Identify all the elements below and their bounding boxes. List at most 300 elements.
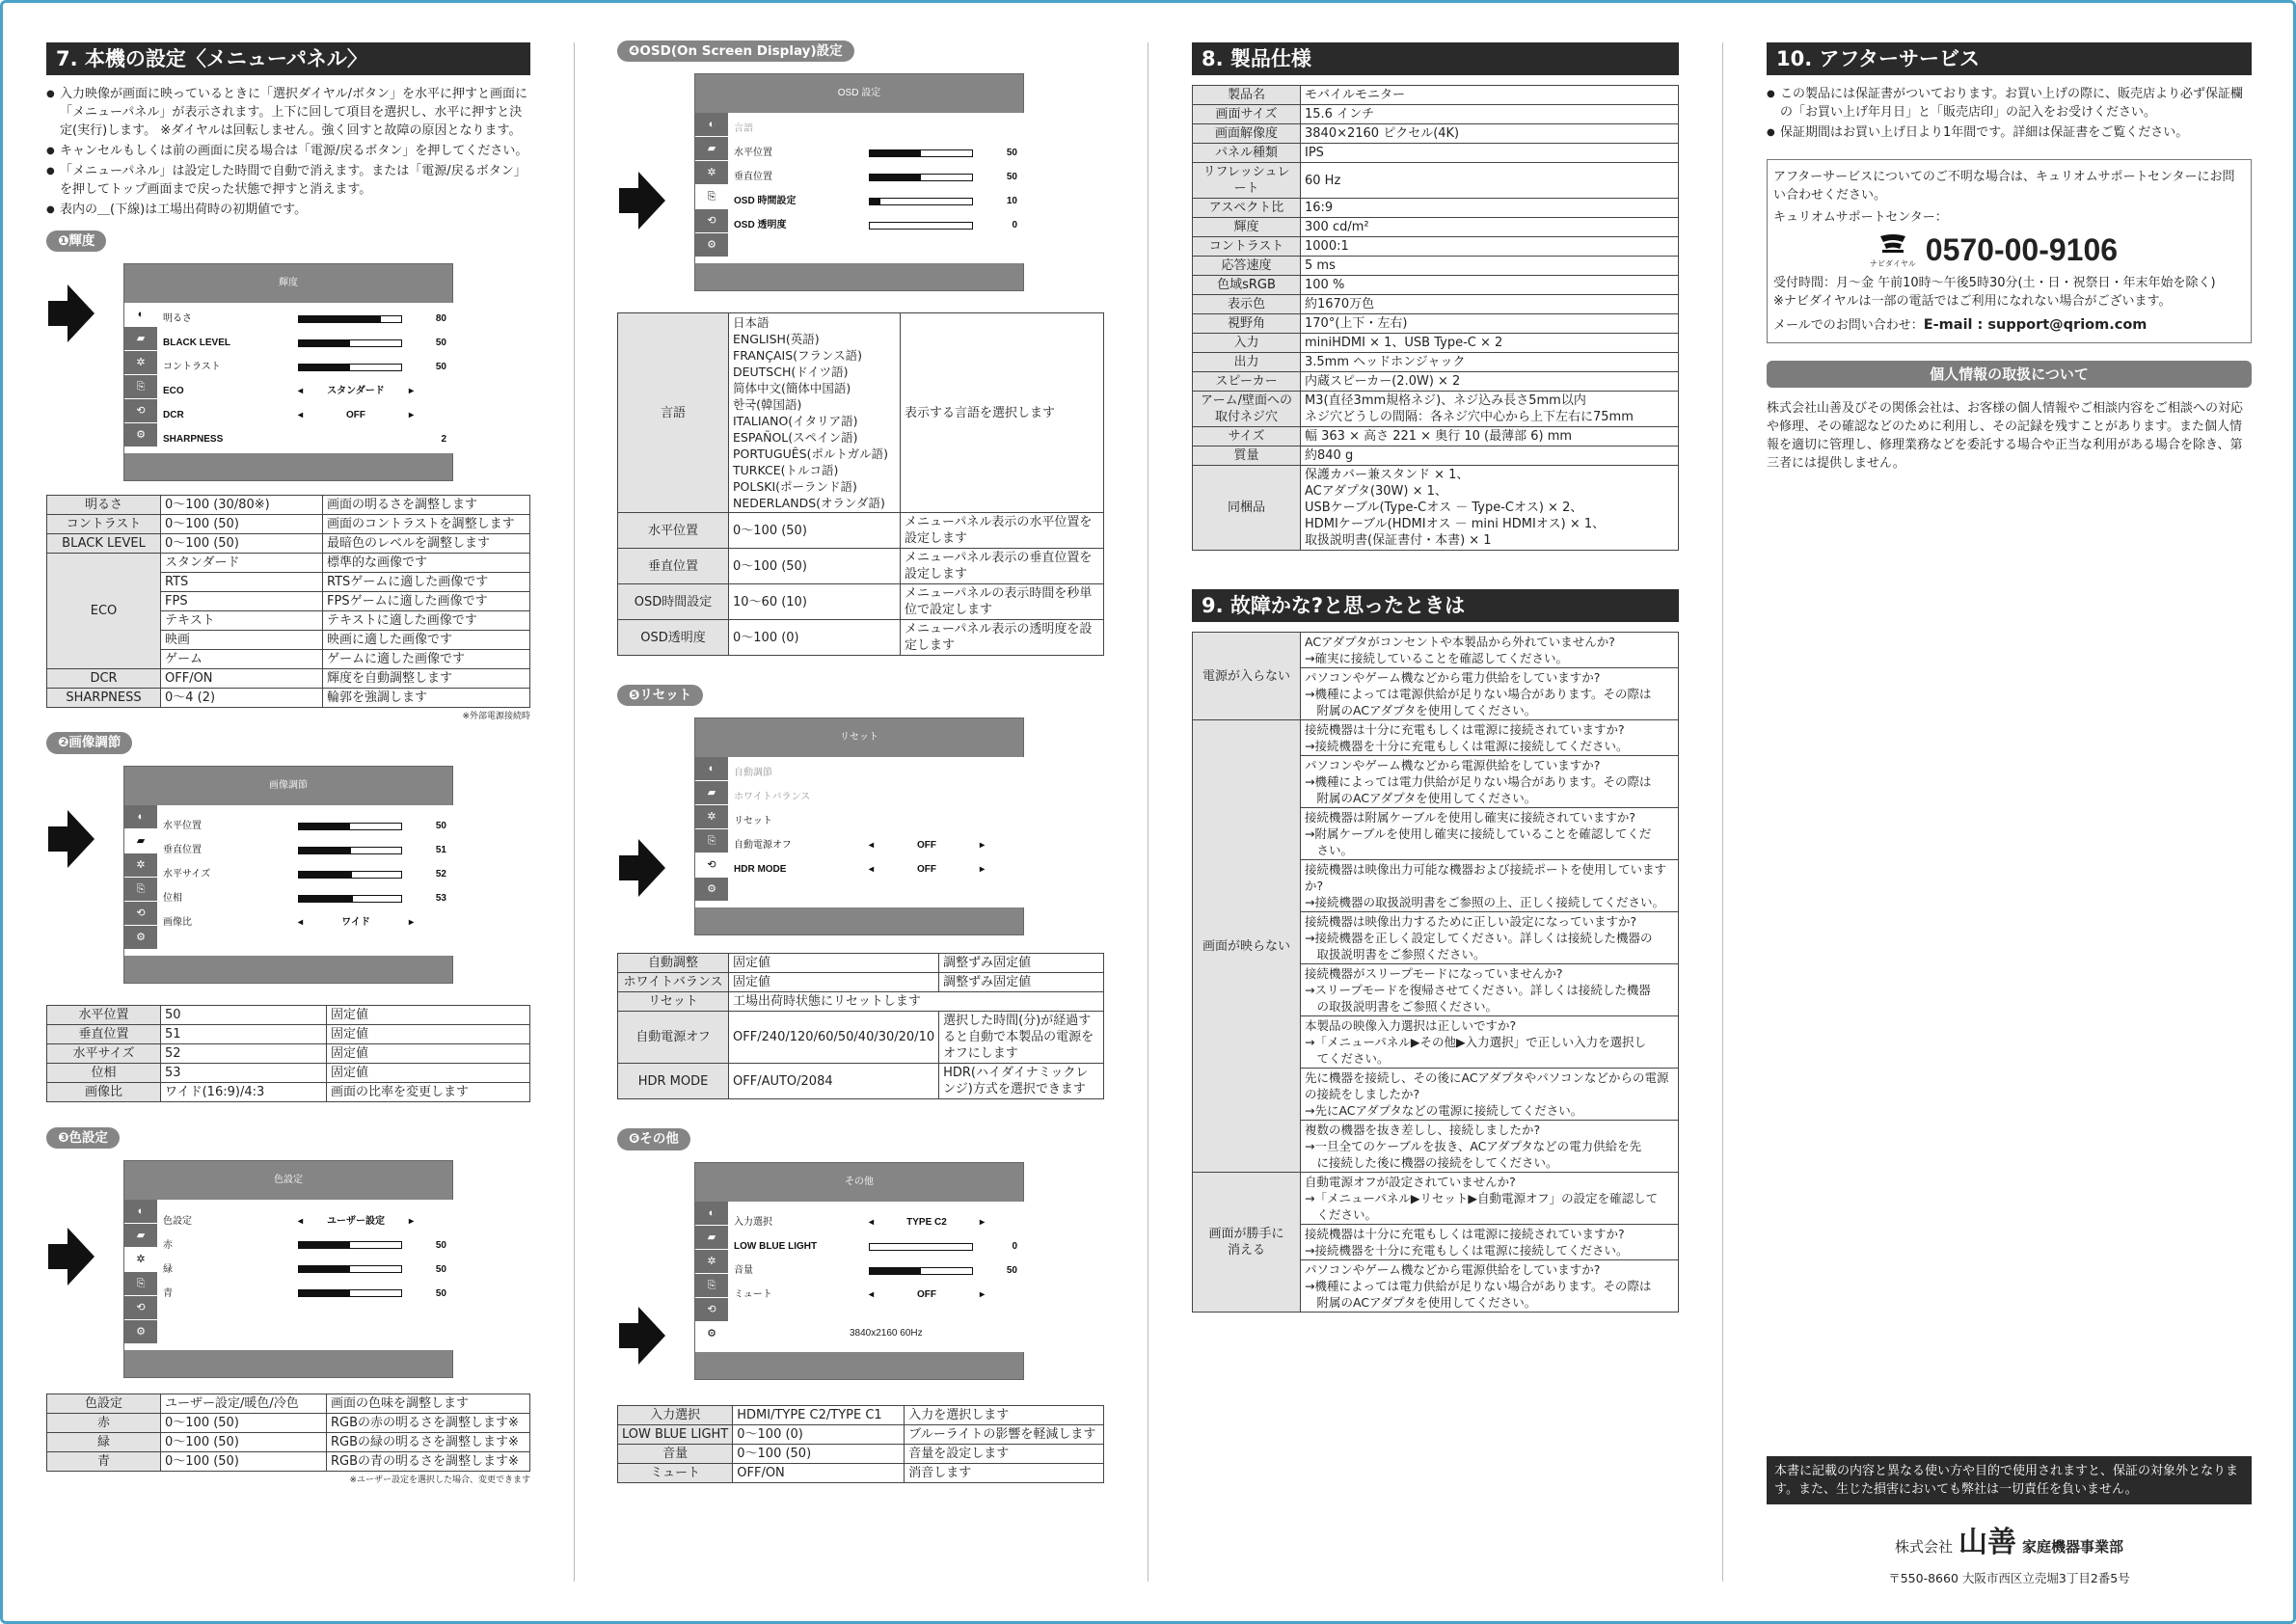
table-cell: 固定値 bbox=[327, 1005, 530, 1024]
level-bar[interactable] bbox=[298, 315, 402, 323]
color-icon[interactable]: ✲ bbox=[695, 161, 728, 185]
table-cell: 接続機器は映像出力するために正しい設定になっていますか? →接続機器を正しく設定してください。詳しくは接続した機器の 取扱説明書をご参照ください。 bbox=[1301, 912, 1679, 964]
brightness-icon[interactable]: ◐ bbox=[124, 303, 157, 327]
osd-brightness bbox=[46, 263, 530, 483]
table-cell: RGBの赤の明るさを調整します※ bbox=[327, 1413, 530, 1432]
right-arrow-icon[interactable]: ▸ bbox=[979, 864, 985, 876]
table-row bbox=[618, 620, 1104, 656]
osd-row-label: 位相 bbox=[163, 893, 182, 905]
reset-icon[interactable]: ⟲ bbox=[695, 853, 728, 878]
level-bar[interactable] bbox=[298, 895, 402, 903]
option-value: TYPE C2 bbox=[906, 1217, 947, 1229]
osd-row[interactable] bbox=[163, 379, 446, 403]
table-cell: 0～100 (50) bbox=[733, 1444, 905, 1463]
table-cell: 画面の明るさを調整します bbox=[323, 496, 530, 515]
table-cell: 画面の色味を調整します bbox=[327, 1394, 530, 1413]
osd-row[interactable] bbox=[734, 857, 1017, 881]
osd-row[interactable] bbox=[163, 331, 446, 355]
osd-title: 画像調節 bbox=[269, 779, 308, 791]
osd-row[interactable] bbox=[734, 809, 1017, 833]
level-bar[interactable] bbox=[869, 1267, 973, 1275]
mail-label: メールでのお問い合わせ： bbox=[1773, 318, 1924, 333]
osd-row[interactable] bbox=[163, 1258, 446, 1282]
pointer-arrow-icon bbox=[68, 810, 95, 868]
image-icon[interactable]: ▰ bbox=[695, 137, 728, 161]
table-cell: LOW BLUE LIGHT bbox=[618, 1424, 733, 1444]
osd-menu bbox=[694, 73, 1024, 291]
option-selector[interactable] bbox=[869, 1216, 985, 1230]
table-cell: 0～100 (50) bbox=[161, 1451, 327, 1471]
table-cell: 入力を選択します bbox=[905, 1405, 1104, 1424]
reset-icon[interactable]: ⟲ bbox=[124, 399, 157, 423]
osd-panel bbox=[695, 757, 1025, 907]
color-icon[interactable]: ✲ bbox=[695, 805, 728, 829]
table-cell: 質量 bbox=[1193, 447, 1301, 466]
table-cell: 画面の比率を変更します bbox=[327, 1082, 530, 1101]
table-row bbox=[618, 954, 1104, 973]
table-cell: 輝度を自動調整します bbox=[323, 669, 530, 689]
table-cell: HDR MODE bbox=[618, 1064, 729, 1099]
bullet-item: ● 保証期間はお買い上げ日より1年間です。詳細は保証書をご覧ください。 bbox=[1767, 123, 2252, 142]
table-cell: 画像比 bbox=[47, 1082, 161, 1101]
table-cell: 色域sRGB bbox=[1193, 276, 1301, 295]
osd-row[interactable] bbox=[163, 307, 446, 331]
right-arrow-icon[interactable]: ▸ bbox=[979, 840, 985, 852]
level-bar[interactable] bbox=[298, 339, 402, 347]
option-selector[interactable] bbox=[298, 409, 414, 422]
table-cell: 0～4 (2) bbox=[161, 689, 323, 708]
table-cell: 5 ms bbox=[1301, 257, 1679, 276]
table-cell: 53 bbox=[161, 1063, 327, 1082]
table-cell: 0～100 (50) bbox=[161, 515, 323, 534]
right-arrow-icon[interactable]: ▸ bbox=[408, 385, 414, 396]
osd-row-value: 2 bbox=[441, 433, 446, 445]
table-cell: 垂直位置 bbox=[618, 549, 729, 584]
pointer-arrow-icon bbox=[68, 1228, 95, 1286]
table-cell: モバイルモニター bbox=[1301, 86, 1679, 105]
table-cell: 画面サイズ bbox=[1193, 105, 1301, 124]
table-row bbox=[47, 1005, 530, 1024]
company-logo bbox=[1767, 1524, 2252, 1563]
level-bar[interactable] bbox=[869, 222, 973, 230]
company-prefix: 株式会社 bbox=[1894, 1538, 1953, 1556]
section-7-bullets bbox=[46, 85, 530, 219]
osd-row-label: BLACK LEVEL bbox=[163, 337, 230, 348]
option-value: ユーザー設定 bbox=[327, 1215, 385, 1227]
level-bar[interactable] bbox=[298, 871, 402, 879]
brightness-icon[interactable]: ◐ bbox=[124, 1200, 157, 1224]
section-10-title: 10. アフターサービス bbox=[1767, 42, 2252, 75]
section-8-title: 8. 製品仕様 bbox=[1192, 42, 1679, 75]
table-cell: 表示色 bbox=[1193, 295, 1301, 314]
pointer-arrow-icon bbox=[619, 855, 638, 880]
table-cell: 3.5mm ヘッドホンジャック bbox=[1301, 353, 1679, 372]
table-cell: ゲームに適した画像です bbox=[323, 650, 530, 669]
table-cell: 垂直位置 bbox=[47, 1024, 161, 1043]
osd-icon[interactable]: ⎘ bbox=[695, 829, 728, 853]
osd-row-value: 50 bbox=[435, 1263, 446, 1275]
table-cell: 15.6 インチ bbox=[1301, 105, 1679, 124]
brightness-table bbox=[46, 495, 530, 708]
table-cell: miniHDMI × 1、USB Type-C × 2 bbox=[1301, 334, 1679, 353]
osd-row-label: コントラスト bbox=[163, 361, 221, 372]
left-arrow-icon[interactable]: ◂ bbox=[869, 1289, 875, 1301]
image-icon[interactable]: ▰ bbox=[124, 327, 157, 351]
color-icon[interactable]: ✲ bbox=[124, 853, 157, 878]
table-cell: RTS bbox=[161, 573, 323, 592]
osd-row-label: OSD 時間設定 bbox=[734, 195, 797, 206]
osd-row-value: 50 bbox=[435, 361, 446, 372]
table-row bbox=[1193, 447, 1679, 466]
table-row bbox=[1193, 720, 1679, 756]
osd-row[interactable] bbox=[163, 403, 446, 427]
table-cell: OSD透明度 bbox=[618, 620, 729, 656]
level-bar[interactable] bbox=[298, 1265, 402, 1273]
osd-row[interactable] bbox=[163, 427, 446, 451]
right-arrow-icon[interactable]: ▸ bbox=[408, 917, 414, 929]
table-cell: パソコンやゲーム機などから電源供給をしていますか? →機種によっては電力供給が足りない場合があります。その際は 附属のACアダプタを使用してください。 bbox=[1301, 1260, 1679, 1313]
option-selector[interactable] bbox=[298, 916, 414, 930]
level-bar[interactable] bbox=[869, 149, 973, 157]
osd-row[interactable] bbox=[163, 1282, 446, 1306]
table-cell: コントラスト bbox=[47, 515, 161, 534]
column-divider bbox=[1722, 42, 1723, 1582]
support-intro: アフターサービスについてのご不明な場合は、キュリオムサポートセンターにお問い合わせください。 bbox=[1773, 170, 2235, 203]
osd-row[interactable] bbox=[163, 839, 446, 863]
option-selector[interactable] bbox=[298, 385, 414, 398]
table-row bbox=[1193, 372, 1679, 392]
reset-icon[interactable]: ⟲ bbox=[695, 1298, 728, 1322]
osd-row-value: 50 bbox=[1006, 1265, 1017, 1277]
table-cell: 選択した時間(分)が経過すると自動で本製品の電源をオフにします bbox=[939, 1012, 1104, 1064]
table-cell: サイズ bbox=[1193, 427, 1301, 447]
osd-menu bbox=[694, 717, 1024, 935]
table-cell: パネル種類 bbox=[1193, 144, 1301, 163]
table-row bbox=[1193, 314, 1679, 334]
osd-panel bbox=[124, 805, 454, 956]
table-cell: 赤 bbox=[47, 1413, 161, 1432]
osd-other bbox=[617, 1162, 1104, 1394]
subsection-color: ❸色設定 bbox=[46, 1127, 120, 1149]
table-cell: DCR bbox=[47, 669, 161, 689]
osd-row-label: 言語 bbox=[734, 122, 753, 134]
table-cell: 音量を設定します bbox=[905, 1444, 1104, 1463]
right-arrow-icon[interactable]: ▸ bbox=[979, 1289, 985, 1301]
pointer-arrow-icon bbox=[638, 172, 665, 230]
table-row bbox=[1193, 392, 1679, 427]
table-cell: 約1670万色 bbox=[1301, 295, 1679, 314]
osd-row-label: 水平位置 bbox=[163, 821, 202, 832]
table-cell: 緑 bbox=[47, 1432, 161, 1451]
level-bar[interactable] bbox=[298, 364, 402, 371]
option-selector[interactable] bbox=[298, 1215, 414, 1229]
table-cell: OFF/AUTO/2084 bbox=[729, 1064, 939, 1099]
mail-address[interactable]: E-mail : support@qriom.com bbox=[1923, 317, 2147, 333]
table-row bbox=[1193, 427, 1679, 447]
osd-row-value: 50 bbox=[435, 821, 446, 832]
osd-row[interactable] bbox=[734, 165, 1017, 189]
brightness-icon[interactable]: ◐ bbox=[695, 757, 728, 781]
table-cell: FPSゲームに適した画像です bbox=[323, 592, 530, 611]
table-cell: 3840×2160 ピクセル(4K) bbox=[1301, 124, 1679, 144]
subsection-osd: ❹OSD(On Screen Display)設定 bbox=[617, 41, 854, 62]
table-cell: 0～100 (50) bbox=[161, 1413, 327, 1432]
table-row bbox=[47, 1043, 530, 1063]
table-cell: 接続機器がスリープモードになっていませんか? →スリープモードを復帰させてください。詳しくは接続した機器 の取扱説明書をご参照ください。 bbox=[1301, 964, 1679, 1016]
table-row bbox=[47, 1432, 530, 1451]
left-arrow-icon[interactable]: ◂ bbox=[298, 917, 304, 929]
left-arrow-icon[interactable]: ◂ bbox=[298, 409, 304, 420]
table-cell: FPS bbox=[161, 592, 323, 611]
table-cell: リセット bbox=[618, 992, 729, 1012]
left-arrow-icon[interactable]: ◂ bbox=[869, 840, 875, 852]
table-row bbox=[47, 1082, 530, 1101]
osd-row[interactable] bbox=[734, 213, 1017, 237]
reset-icon[interactable]: ⟲ bbox=[695, 209, 728, 233]
table-cell: テキスト bbox=[161, 611, 323, 631]
option-selector[interactable] bbox=[869, 839, 985, 853]
table-cell: 画面が勝手に 消える bbox=[1193, 1173, 1301, 1313]
osd-icon[interactable]: ⎘ bbox=[695, 1274, 728, 1298]
osd-row[interactable] bbox=[734, 1235, 1017, 1259]
osd-row[interactable] bbox=[734, 833, 1017, 857]
table-cell: 1000:1 bbox=[1301, 237, 1679, 257]
image-icon[interactable]: ▰ bbox=[124, 829, 157, 853]
osd-icon-column bbox=[695, 113, 728, 257]
osd-rows bbox=[163, 815, 446, 935]
table-cell: 約840 g bbox=[1301, 447, 1679, 466]
table-row bbox=[618, 973, 1104, 992]
color-icon[interactable]: ✲ bbox=[124, 1248, 157, 1272]
osd-icon[interactable]: ⎘ bbox=[124, 878, 157, 902]
level-bar[interactable] bbox=[869, 174, 973, 181]
level-bar[interactable] bbox=[298, 823, 402, 830]
osd-row[interactable] bbox=[734, 761, 1017, 785]
level-bar[interactable] bbox=[298, 847, 402, 854]
osd-title: リセット bbox=[840, 732, 878, 744]
footnote: ※ユーザー設定を選択した場合、変更できます bbox=[349, 1475, 530, 1485]
osd-row[interactable] bbox=[734, 1211, 1017, 1235]
osd-row[interactable] bbox=[163, 1209, 446, 1233]
reset-icon[interactable]: ⟲ bbox=[124, 902, 157, 926]
table-cell: 水平位置 bbox=[47, 1005, 161, 1024]
footer-block bbox=[1767, 1456, 2252, 1586]
support-center-label: キュリオムサポートセンター： bbox=[1773, 210, 1948, 225]
osd-image-adjust bbox=[46, 766, 530, 993]
osd-row[interactable] bbox=[734, 141, 1017, 165]
osd-row[interactable] bbox=[734, 1259, 1017, 1284]
level-bar[interactable] bbox=[869, 1243, 973, 1251]
pointer-arrow-icon bbox=[68, 284, 95, 342]
settings-icon[interactable]: ⚙ bbox=[695, 1322, 728, 1346]
section-7-title: 7. 本機の設定〈メニューパネル〉 bbox=[46, 42, 530, 75]
osd-icon[interactable]: ⎘ bbox=[124, 1272, 157, 1296]
option-value: ワイド bbox=[341, 917, 370, 929]
osd-rows bbox=[163, 1209, 446, 1306]
image-icon[interactable]: ▰ bbox=[124, 1224, 157, 1248]
pointer-arrow-icon bbox=[619, 188, 638, 213]
settings-icon[interactable]: ⚙ bbox=[124, 926, 157, 950]
table-cell: ミュート bbox=[618, 1463, 733, 1482]
company-address: 〒550-8660 大阪市西区立売堀3丁目2番5号 bbox=[1888, 1570, 2130, 1585]
osd-row-value: 50 bbox=[435, 1239, 446, 1251]
table-cell: RTSゲームに適した画像です bbox=[323, 573, 530, 592]
osd-row-label: 水平位置 bbox=[734, 147, 772, 158]
table-row bbox=[47, 1413, 530, 1432]
right-arrow-icon[interactable]: ▸ bbox=[979, 1217, 985, 1229]
color-table bbox=[46, 1394, 530, 1472]
reset-table bbox=[617, 953, 1104, 1099]
osd-row-label: 垂直位置 bbox=[734, 171, 772, 182]
table-cell: 画面のコントラストを調整します bbox=[323, 515, 530, 534]
subsection-other: ❻その他 bbox=[617, 1128, 690, 1150]
osd-icon[interactable]: ⎘ bbox=[124, 375, 157, 399]
table-cell: OFF/ON bbox=[161, 669, 323, 689]
table-cell: パソコンやゲーム機などから電力供給をしていますか? →機種によっては電源供給が足りない場合があります。その際は 附属のACアダプタを使用してください。 bbox=[1301, 668, 1679, 720]
osd-osd-settings bbox=[617, 73, 1104, 301]
option-selector[interactable] bbox=[869, 863, 985, 877]
osd-row-label: 自動電源オフ bbox=[734, 840, 792, 852]
table-row bbox=[1193, 237, 1679, 257]
osd-rows bbox=[163, 307, 446, 451]
left-arrow-icon[interactable]: ◂ bbox=[869, 1217, 875, 1229]
settings-icon[interactable]: ⚙ bbox=[124, 1320, 157, 1344]
table-cell: OFF/240/120/60/50/40/30/20/10 bbox=[729, 1012, 939, 1064]
color-icon[interactable]: ✲ bbox=[124, 351, 157, 375]
support-hours: 受付時間：月～金 午前10時～午後5時30分(土・日・祝祭日・年末年始を除く) bbox=[1773, 276, 2216, 290]
osd-row[interactable] bbox=[163, 355, 446, 379]
option-selector[interactable] bbox=[869, 1288, 985, 1302]
table-cell: 画面解像度 bbox=[1193, 124, 1301, 144]
osd-row-label: 水平サイズ bbox=[163, 869, 211, 880]
reset-icon[interactable]: ⟲ bbox=[124, 1296, 157, 1320]
table-row bbox=[1193, 353, 1679, 372]
osd-row[interactable] bbox=[734, 189, 1017, 213]
osd-row-label: 赤 bbox=[163, 1239, 173, 1251]
image-icon[interactable]: ▰ bbox=[695, 1226, 728, 1250]
osd-row[interactable] bbox=[734, 117, 1017, 141]
level-bar[interactable] bbox=[298, 1289, 402, 1297]
table-cell: 接続機器は映像出力可能な機器および接続ポートを使用していますか? →接続機器の取扱説明書をご参照の上、正しく接続してください。 bbox=[1301, 860, 1679, 912]
pointer-arrow-icon bbox=[48, 1244, 68, 1269]
brightness-icon[interactable]: ◐ bbox=[695, 1202, 728, 1226]
table-cell: 自動調整 bbox=[618, 954, 729, 973]
osd-row-label: ミュート bbox=[734, 1289, 772, 1301]
table-cell: 固定値 bbox=[327, 1024, 530, 1043]
settings-icon[interactable]: ⚙ bbox=[695, 233, 728, 257]
osd-row-label: LOW BLUE LIGHT bbox=[734, 1241, 818, 1253]
table-cell: 日本語 ENGLISH(英語) FRANÇAIS(フランス語) DEUTSCH(ドイツ語) 简体中文(簡体中国語) 한국(韓国語) ITALIANO(イタリア語) ESPAÑOL(スペイン語) PORTUGUÊS(ポルトガル語) TURKCE(トルコ語) POLSKI(ポーランド語) NEDERLANDS(オランダ語) bbox=[729, 313, 901, 513]
table-cell: 明るさ bbox=[47, 496, 161, 515]
right-arrow-icon[interactable]: ▸ bbox=[408, 1215, 414, 1227]
osd-row-label: ホワイトバランス bbox=[734, 792, 811, 803]
osd-reset bbox=[617, 717, 1104, 941]
osd-panel bbox=[695, 1202, 1025, 1352]
navidial-note: ※ナビダイヤルは一部の電話ではご利用になれない場合がございます。 bbox=[1773, 294, 2172, 309]
brightness-icon[interactable]: ◐ bbox=[124, 805, 157, 829]
mail-line bbox=[1773, 316, 2245, 335]
company-dept: 家庭機器事業部 bbox=[2022, 1538, 2124, 1556]
osd-row-label: 垂直位置 bbox=[163, 845, 202, 856]
table-cell: 本製品の映像入力選択は正しいですか? →「メニューパネル▶その他▶入力選択」で正しい入力を選択し てください。 bbox=[1301, 1016, 1679, 1069]
table-cell: 言語 bbox=[618, 313, 729, 513]
osd-row[interactable] bbox=[163, 815, 446, 839]
osd-rows bbox=[734, 761, 1017, 881]
osd-icon-column bbox=[124, 303, 157, 447]
table-cell: 固定値 bbox=[729, 973, 939, 992]
table-cell: メニューパネルの表示時間を秒単位で設定します bbox=[901, 584, 1104, 620]
table-row bbox=[618, 1424, 1104, 1444]
table-cell: 0～100 (0) bbox=[733, 1424, 905, 1444]
osd-row-value: 10 bbox=[1006, 195, 1017, 206]
osd-row-value: 50 bbox=[1006, 147, 1017, 158]
table-cell: コントラスト bbox=[1193, 237, 1301, 257]
osd-row[interactable] bbox=[163, 863, 446, 887]
left-arrow-icon[interactable]: ◂ bbox=[298, 385, 304, 396]
left-arrow-icon[interactable]: ◂ bbox=[869, 864, 875, 876]
phone-number: 0570-00-9106 bbox=[1925, 232, 2119, 267]
table-row bbox=[1193, 199, 1679, 218]
bullet-item: ● 入力映像が画面に映っているときに「選択ダイヤル/ボタン」を水平に押すと画面に「メニューパネル」が表示されます。上下に回して項目を選択し、水平に押すと決定(実行)します。 ※ダイヤルは回転しません。強く回すと故障の原因となります。 bbox=[46, 85, 530, 140]
table-cell: 0～100 (50) bbox=[729, 513, 901, 549]
color-icon[interactable]: ✲ bbox=[695, 1250, 728, 1274]
osd-row-label: 明るさ bbox=[163, 312, 192, 324]
osd-row-value: 0 bbox=[1012, 1241, 1017, 1253]
table-cell: 60 Hz bbox=[1301, 163, 1679, 199]
column-3 bbox=[1192, 42, 1679, 1313]
table-cell: パソコンやゲーム機などから電源供給をしていますか? →機種によっては電力供給が足りない場合があります。その際は 附属のACアダプタを使用してください。 bbox=[1301, 756, 1679, 808]
table-cell: 50 bbox=[161, 1005, 327, 1024]
brightness-icon[interactable]: ◐ bbox=[695, 113, 728, 137]
image-icon[interactable]: ▰ bbox=[695, 781, 728, 805]
table-cell: 視野角 bbox=[1193, 314, 1301, 334]
osd-row[interactable] bbox=[163, 887, 446, 911]
table-row bbox=[618, 513, 1104, 549]
table-cell: ユーザー設定/暖色/冷色 bbox=[161, 1394, 327, 1413]
right-arrow-icon[interactable]: ▸ bbox=[408, 409, 414, 420]
level-bar[interactable] bbox=[869, 198, 973, 205]
support-box bbox=[1767, 159, 2252, 343]
osd-row[interactable] bbox=[163, 1233, 446, 1258]
osd-icon-column bbox=[124, 1200, 157, 1344]
osd-row[interactable] bbox=[734, 785, 1017, 809]
table-row bbox=[47, 496, 530, 515]
osd-row[interactable] bbox=[163, 911, 446, 935]
osd-row[interactable] bbox=[734, 1284, 1017, 1308]
table-cell: ACアダプタがコンセントや本製品から外れていませんか? →確実に接続していることを確認してください。 bbox=[1301, 633, 1679, 668]
left-arrow-icon[interactable]: ◂ bbox=[298, 1215, 304, 1227]
settings-icon[interactable]: ⚙ bbox=[124, 423, 157, 447]
osd-icon[interactable]: ⎘ bbox=[695, 185, 728, 209]
table-cell: 応答速度 bbox=[1193, 257, 1301, 276]
osd-row-label: SHARPNESS bbox=[163, 433, 224, 445]
settings-icon[interactable]: ⚙ bbox=[695, 878, 728, 902]
table-cell: リフレッシュレート bbox=[1193, 163, 1301, 199]
table-row bbox=[1193, 295, 1679, 314]
osd-row-label: 画像比 bbox=[163, 917, 192, 929]
table-cell: スタンダード bbox=[161, 554, 323, 573]
level-bar[interactable] bbox=[298, 1241, 402, 1249]
table-cell: 幅 363 × 高さ 221 × 奥行 10 (最薄部 6) mm bbox=[1301, 427, 1679, 447]
phone-block bbox=[1870, 232, 2245, 268]
osd-title: OSD 設定 bbox=[837, 88, 881, 99]
table-row bbox=[618, 584, 1104, 620]
table-row bbox=[1193, 105, 1679, 124]
table-cell: ゲーム bbox=[161, 650, 323, 669]
bullet-item: ● この製品には保証書がついております。お買い上げの際に、販売店より必ず保証欄の「お買い上げ年月日」と「販売店印」の記入をお受けください。 bbox=[1767, 85, 2252, 122]
table-row bbox=[1193, 124, 1679, 144]
osd-title: 輝度 bbox=[279, 278, 298, 289]
